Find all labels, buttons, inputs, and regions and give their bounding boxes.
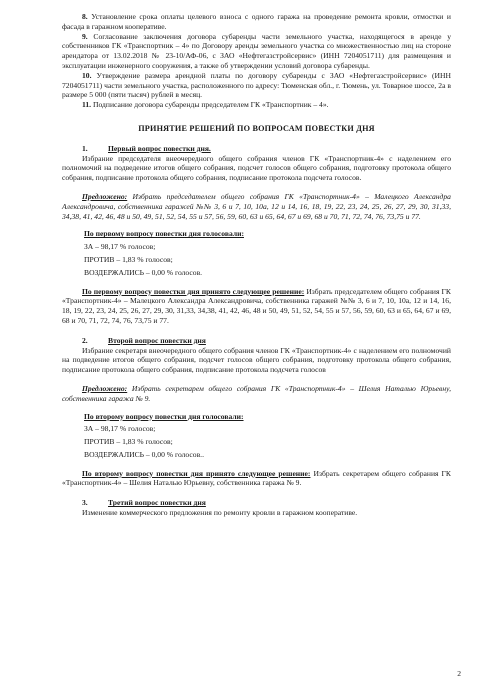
question-1-vote-for: ЗА – 98,17 % голосов; [84, 242, 156, 252]
question-3-heading: 3. Третий вопрос повестки дня [82, 498, 206, 508]
question-1-proposal: Предложено: Избрать председателем общего собрания ГК «Транспортник-4» – Малецкого Александра Александровича, собственника гаражей №№ 3, 6 и 7, 10, 10а, 12 и 14, 16, 18, 19, 22, 23, 24, 25, 26, 27, 29, 30, 31,33, 34,38, 41, 42, 46, 48 и 50, 49, 51, 52, 54, 55 и 57, 56, 59, 60, 63 и 65, 64, 67 и 69, 68 и 70, 71, 72, 74, 76, 73,75 и 77. [62, 191, 451, 221]
question-2-vote-abstain: ВОЗДЕРЖАЛИСЬ – 0,00 % голосов.. [84, 449, 204, 459]
page-number: 2 [457, 669, 461, 678]
question-1-vote-abstain: ВОЗДЕРЖАЛИСЬ – 0,00 % голосов. [84, 267, 203, 277]
question-2-vote-heading: По второму вопросу повестки дня голосовали: [84, 411, 244, 421]
question-3-body: Изменение коммерческого предложения по ремонту кровли в гаражном кооперативе. [82, 508, 358, 518]
question-1-decision: По первому вопросу повестки дня принято следующее решение: Избрать председателем общего собрания ГК «Транспортник-4» – Малецкого Александра Александровича, собственника гаражей №№ 3, 6 и 7, 10, 10а, 12 и 14, 16, 18, 19, 22, 23, 24, 25, 26, 27, 29, 30, 31,33, 34,38, 41, 42, 46, 48 и 50, 49, 51, 52, 54, 55 и 57, 56, 59, 60, 63 и 65, 64, 67 и 69, 68 и 70, 71, 72, 74, 76, 73,75 и 77. [62, 286, 451, 325]
question-2-body: Избрание секретаря внеочередного общего собрания членов ГК «Транспортник-4» с наделением его полномочий на подведение итогов общего собрания, подсчет голосов общего собрания, подготовку протокола общего собрания, подписание протокола общего собрания, подписание протокола подсчета голосов [62, 345, 451, 375]
agenda-item-9: 9. Согласование заключения договора субаренды части земельного участка, находящегося в аренде у собственников ГК «Транспортник – 4» по Договору аренды земельного участка со множественностью лиц на стороне арендатора от 13.02.2018 № 23-10/АФ-06, с ЗАО «Нефтегазстройсервис» (ИНН 7204051711) для размещения и эксплуатации инженерного сооружения, а также об утверждении условий договора субаренды. [62, 31, 451, 70]
agenda-item-11: 11. Подписание договора субаренды председателем ГК «Транспортник – 4». [82, 100, 329, 110]
question-2-proposal: Предложено: Избрать секретарем общего собрания ГК «Транспортник-4» – Шелия Наталью Юрьевну, собственника гаража № 9. [62, 383, 451, 403]
question-2-heading: 2. Второй вопрос повестки дня [82, 335, 206, 345]
question-1-body: Избрание председателя внеочередного общего собрания членов ГК «Транспортник-4» с наделением его полномочий на подведение итогов общего собрания, подсчет голосов общего собрания, подготовку протокола общего собрания, подписание протокола общего собрания, подписание протокола подсчета голосов. [62, 153, 451, 183]
agenda-item-8: 8. Установление срока оплаты целевого взноса с одного гаража на проведение ремонта кровли, отмостки и фасада в гаражном кооперативе. [62, 12, 451, 31]
question-2-vote-for: ЗА – 98,17 % голосов; [84, 424, 156, 434]
question-1-vote-against: ПРОТИВ – 1,83 % голосов; [84, 254, 173, 264]
question-1-vote-heading: По первому вопросу повестки дня голосовали: [84, 229, 244, 239]
question-1-heading: 1. Первый вопрос повестки дня. [82, 143, 211, 153]
question-2-decision: По второму вопросу повестки дня принято следующее решение: Избрать секретарем общего собрания ГК «Транспортник-4» – Шелия Наталью Юрьевну, собственника гаража № 9. [62, 468, 451, 488]
agenda-item-10: 10. Утверждение размера арендной платы по договору субаренды с ЗАО «Нефтегазстройсервис» (ИНН 7204051711) части земельного участка, расположенного по адресу: Тюменская обл., г. Тюмень, ул. Товарное шоссе, 2а в размере 5 000 (пяти тысяч) рублей в месяц. [62, 70, 451, 100]
section-title: ПРИНЯТИЕ РЕШЕНИЙ ПО ВОПРОСАМ ПОВЕСТКИ ДНЯ [138, 123, 375, 133]
question-2-vote-against: ПРОТИВ – 1,83 % голосов; [84, 437, 173, 447]
